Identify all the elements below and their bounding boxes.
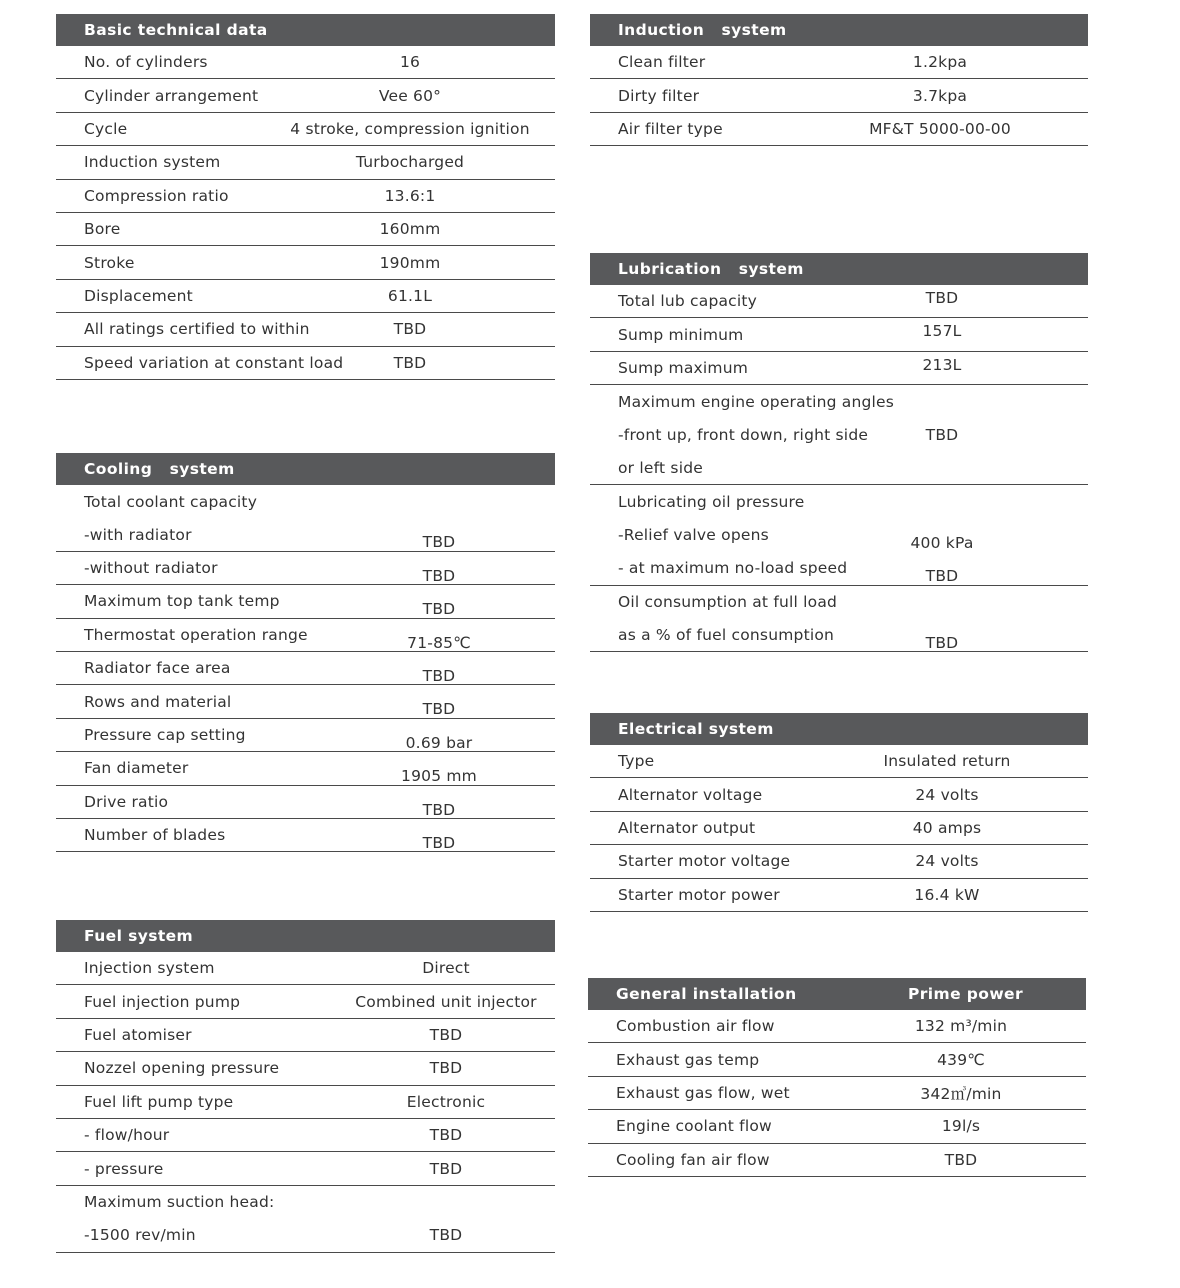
- spec-row: [56, 1086, 555, 1119]
- spec-row: [56, 347, 555, 380]
- spec-value: 19l/s: [941, 1117, 981, 1136]
- spec-row: [56, 1119, 555, 1152]
- spec-row: [56, 685, 555, 718]
- spec-value: 71-85℃: [407, 633, 471, 652]
- spec-row: [590, 845, 1088, 878]
- spec-row: [56, 585, 555, 618]
- spec-label: -without radiator: [84, 558, 218, 577]
- spec-value: MF&T 5000-00-00: [869, 119, 1011, 138]
- basic-technical-data-panel: [56, 14, 555, 380]
- spec-value: Turbocharged: [355, 153, 465, 172]
- spec-label: Alternator voltage: [618, 785, 763, 804]
- spec-value: Vee 60°: [378, 86, 442, 105]
- section-header: Cooling system: [56, 453, 555, 485]
- spec-row: [590, 113, 1088, 146]
- spec-row: [56, 146, 555, 179]
- spec-row: [56, 786, 555, 819]
- lubrication-system-panel: [590, 253, 1088, 652]
- spec-value: 1.2kpa: [912, 53, 968, 72]
- spec-value: TBD: [925, 289, 959, 307]
- spec-value: TBD: [944, 1150, 978, 1169]
- spec-value: 24 volts: [915, 852, 979, 871]
- spec-row: [56, 46, 555, 79]
- spec-row: [56, 819, 555, 852]
- general-installation-panel: [588, 978, 1086, 1177]
- spec-label: Pressure cap setting: [84, 725, 246, 744]
- spec-label: Maximum suction head:: [84, 1193, 275, 1212]
- spec-label: as a % of fuel consumption: [618, 626, 835, 645]
- spec-row: [590, 619, 1088, 652]
- spec-value: TBD: [925, 426, 959, 445]
- spec-row: [56, 1019, 555, 1052]
- spec-row: [590, 46, 1088, 79]
- spec-row: [56, 485, 555, 518]
- spec-value: 439℃: [937, 1050, 985, 1069]
- spec-row: [56, 1186, 555, 1219]
- spec-label: -front up, front down, right side: [618, 426, 869, 445]
- spec-value: 40 amps: [912, 818, 982, 837]
- spec-label: Nozzel opening pressure: [84, 1059, 280, 1078]
- spec-value: TBD: [429, 1159, 463, 1178]
- spec-row: [590, 519, 1088, 552]
- spec-value: TBD: [429, 1025, 463, 1044]
- spec-table: [590, 285, 1088, 652]
- spec-row: [590, 879, 1088, 912]
- spec-table: [590, 745, 1088, 912]
- spec-value: Insulated return: [883, 752, 1011, 771]
- spec-value: 4 stroke, compression ignition: [290, 119, 530, 138]
- spec-label: - at maximum no-load speed: [618, 559, 848, 578]
- spec-label: Oil consumption at full load: [618, 593, 838, 612]
- spec-label: Total coolant capacity: [84, 492, 258, 511]
- spec-value: Combined unit injector: [355, 992, 537, 1011]
- spec-label: Total lub capacity: [618, 292, 758, 311]
- fuel-system-panel: [56, 920, 555, 1253]
- spec-label: All ratings certified to within: [84, 320, 310, 339]
- spec-row: [590, 352, 1088, 385]
- spec-value: TBD: [429, 1226, 463, 1245]
- spec-value: 400 kPa: [910, 533, 974, 552]
- spec-row: [590, 745, 1088, 778]
- spec-row: [590, 778, 1088, 811]
- spec-label: Starter motor voltage: [618, 852, 791, 871]
- spec-label: Sump minimum: [618, 325, 744, 344]
- spec-label: Fuel atomiser: [84, 1025, 192, 1044]
- spec-label: Induction system: [84, 153, 221, 172]
- spec-row: [56, 1219, 555, 1252]
- section-title: General installation: [616, 985, 797, 1003]
- spec-value: 24 volts: [915, 785, 979, 804]
- spec-value: TBD: [422, 666, 456, 685]
- spec-value: 16.4 kW: [914, 885, 980, 904]
- spec-value: TBD: [925, 567, 959, 586]
- spec-value: 342㎥/min: [920, 1084, 1002, 1103]
- electrical-system-panel: [590, 713, 1088, 912]
- spec-label: Number of blades: [84, 826, 226, 845]
- spec-label: Displacement: [84, 286, 193, 305]
- spec-table: [56, 485, 555, 852]
- spec-value: TBD: [925, 633, 959, 652]
- spec-row: [590, 385, 1088, 418]
- spec-label: -1500 rev/min: [84, 1226, 196, 1245]
- spec-row: [56, 985, 555, 1018]
- spec-row: [588, 1077, 1086, 1110]
- spec-row: [590, 552, 1088, 585]
- spec-row: [588, 1144, 1086, 1177]
- spec-row: [56, 719, 555, 752]
- spec-value: TBD: [422, 566, 456, 585]
- spec-label: Exhaust gas temp: [616, 1050, 760, 1069]
- spec-row: [590, 452, 1088, 485]
- spec-row: [590, 812, 1088, 845]
- spec-value: TBD: [422, 533, 456, 552]
- spec-label: Thermostat operation range: [84, 625, 308, 644]
- cooling-system-panel: [56, 453, 555, 852]
- spec-value: 0.69 bar: [405, 733, 473, 752]
- spec-value: 190mm: [379, 253, 441, 272]
- spec-row: [56, 518, 555, 551]
- spec-label: Stroke: [84, 253, 135, 272]
- section-header: Lubrication system: [590, 253, 1088, 285]
- spec-table: [56, 46, 555, 380]
- spec-value: TBD: [429, 1126, 463, 1145]
- spec-row: [56, 752, 555, 785]
- spec-row: [590, 485, 1088, 518]
- spec-label: - pressure: [84, 1159, 164, 1178]
- spec-value: 3.7kpa: [912, 86, 968, 105]
- spec-value: 13.6:1: [384, 186, 436, 205]
- spec-label: Drive ratio: [84, 792, 169, 811]
- spec-table: [588, 1010, 1086, 1177]
- spec-label: Bore: [84, 220, 121, 239]
- spec-label: Starter motor power: [618, 885, 780, 904]
- spec-row: [56, 552, 555, 585]
- spec-label: Maximum engine operating angles: [618, 392, 895, 411]
- spec-label: Cylinder arrangement: [84, 86, 259, 105]
- spec-value: 213L: [922, 355, 962, 374]
- spec-label: Dirty filter: [618, 86, 700, 105]
- spec-row: [56, 280, 555, 313]
- spec-value: 1905 mm: [401, 767, 477, 786]
- spec-label: - flow/hour: [84, 1126, 170, 1145]
- spec-row: [590, 586, 1088, 619]
- spec-label: Rows and material: [84, 692, 232, 711]
- spec-label: or left side: [618, 459, 703, 478]
- spec-row: [590, 285, 1088, 318]
- spec-label: Lubricating oil pressure: [618, 493, 805, 512]
- spec-row: [56, 313, 555, 346]
- spec-label: Air filter type: [618, 119, 723, 138]
- spec-row: [590, 318, 1088, 351]
- spec-row: [56, 952, 555, 985]
- section-header: [588, 978, 1086, 1010]
- section-header: Basic technical data: [56, 14, 555, 46]
- section-header: Induction system: [590, 14, 1088, 46]
- spec-row: [590, 79, 1088, 112]
- spec-row: [588, 1043, 1086, 1076]
- induction-system-panel: [590, 14, 1088, 146]
- spec-row: [56, 619, 555, 652]
- spec-label: Combustion air flow: [616, 1017, 775, 1036]
- section-header: Fuel system: [56, 920, 555, 952]
- spec-row: [590, 419, 1088, 452]
- spec-label: Maximum top tank temp: [84, 592, 280, 611]
- spec-label: Fuel injection pump: [84, 992, 241, 1011]
- spec-value: TBD: [393, 353, 427, 372]
- spec-label: Fan diameter: [84, 759, 189, 778]
- spec-row: [56, 1052, 555, 1085]
- spec-value: TBD: [429, 1059, 463, 1078]
- spec-row: [56, 213, 555, 246]
- spec-label: No. of cylinders: [84, 53, 208, 72]
- spec-value: 132 m³/min: [914, 1017, 1008, 1036]
- spec-value: TBD: [422, 600, 456, 619]
- spec-label: Alternator output: [618, 818, 756, 837]
- spec-label: Compression ratio: [84, 186, 229, 205]
- section-header: Electrical system: [590, 713, 1088, 745]
- spec-label: Fuel lift pump type: [84, 1092, 234, 1111]
- spec-label: -with radiator: [84, 525, 192, 544]
- spec-label: Sump maximum: [618, 358, 749, 377]
- spec-label: Cooling fan air flow: [616, 1150, 770, 1169]
- spec-value: Electronic: [406, 1092, 486, 1111]
- spec-value: TBD: [393, 320, 427, 339]
- spec-value: TBD: [422, 833, 456, 852]
- spec-label: Clean filter: [618, 53, 706, 72]
- spec-table: [56, 952, 555, 1253]
- spec-value: TBD: [422, 800, 456, 819]
- spec-row: [56, 79, 555, 112]
- spec-label: Speed variation at constant load: [84, 353, 344, 372]
- spec-value: TBD: [422, 700, 456, 719]
- spec-label: Type: [618, 752, 655, 771]
- spec-label: Engine coolant flow: [616, 1117, 772, 1136]
- spec-row: [56, 113, 555, 146]
- spec-label: Exhaust gas flow, wet: [616, 1083, 790, 1102]
- spec-value: 160mm: [379, 220, 441, 239]
- spec-row: [588, 1010, 1086, 1043]
- column-header-prime-power: Prime power: [908, 985, 1023, 1003]
- spec-value: 16: [399, 53, 421, 72]
- spec-label: Injection system: [84, 959, 215, 978]
- spec-label: Cycle: [84, 119, 128, 138]
- spec-row: [56, 180, 555, 213]
- spec-value: Direct: [422, 959, 470, 978]
- spec-value: 61.1L: [387, 286, 433, 305]
- spec-label: -Relief valve opens: [618, 526, 769, 545]
- spec-value: 157L: [922, 322, 962, 341]
- spec-label: Radiator face area: [84, 659, 231, 678]
- spec-row: [56, 1152, 555, 1185]
- spec-table: [590, 46, 1088, 146]
- spec-row: [588, 1110, 1086, 1143]
- spec-row: [56, 652, 555, 685]
- spec-row: [56, 246, 555, 279]
